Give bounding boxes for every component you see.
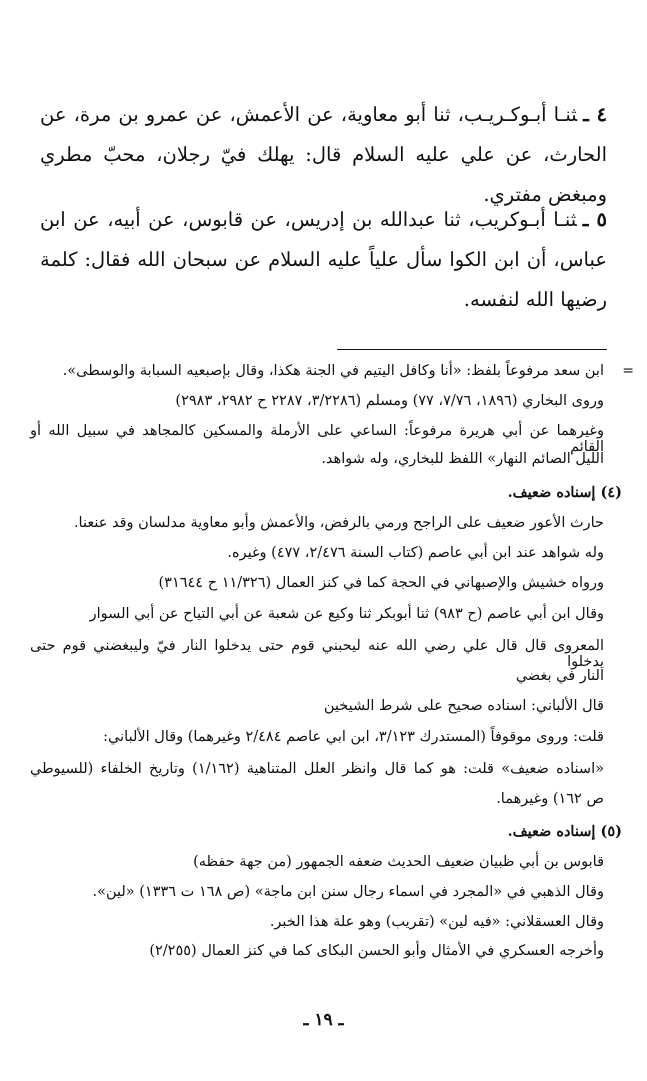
hadith-number: ٤ ـ (583, 103, 607, 126)
footnote-line: وقال ابن أبي عاصم (ح ٩٨٣) ثنا أبوبكر ثنا وكيع عن شعبة عن أبي التياح عن أبي السوار (89, 606, 604, 622)
footnote-line: قال الألباني: اسناده صحيح على شرط الشيخين (323, 698, 604, 714)
footnote-line: وروى البخاري (١٨٩٦، ٧/٧٦، ٧٧) ومسلم (٣/٢٢٨٦، ٢٢٨٧ ح ٢٩٨٢، ٢٩٨٣) (175, 393, 604, 409)
footnote-line: وقال الذهبي في «المجرد في اسماء رجال سنن ابن ماجة» (ص ١٦٨ ت ١٣٣٦) «لين». (92, 884, 604, 900)
footnote-heading-5: (٥) إسناده ضعيف. (507, 823, 622, 840)
footnote-line: وأخرجه العسكري في الأمثال وأبو الحسن البكاى كما في كنز العمال (٢/٢٥٥) (149, 943, 604, 959)
footnote-heading-4: (٤) إسناده ضعيف. (507, 484, 622, 501)
footnote-line: ص ١٦٢) وغيرهما. (496, 791, 604, 807)
hadith-5 (40, 200, 607, 320)
footnote-line: المعروى قال قال علي رضي الله عنه ليحبني قوم حتى يدخلوا النار فيّ وليبغضني قوم حتى يدخلوا (30, 638, 604, 670)
footnote-line: وله شواهد عند ابن أبي عاصم (كتاب السنة ٢/٤٧٦، ٤٧٧) وغيره. (227, 545, 604, 561)
hadith-text: ثنـا أبـوكـريـب، ثنا أبو معاوية، عن الأعمش، عن عمرو بن مرة، عن الحارث، عن علي عليه السلام قال: يهلك فيّ رجلان، محبّ مطري ومبغض مفتري. (40, 103, 607, 206)
footnote-line: وغيرهما عن أبي هريرة مرفوعاً: الساعي على الأرملة والمسكين كالمجاهد في سبيل الله أو القائم (30, 423, 604, 455)
footnote-line: قابوس بن أبي ظبيان ضعيف الحديث ضعفه الجمهور (من جهة حفظه) (193, 854, 604, 870)
hadith-4 (40, 95, 607, 215)
footnote-line: «اسناده ضعيف» قلت: هو كما قال وانظر العلل المتناهية (١/١٦٢) وتاريخ الخلفاء (للسيوطي (30, 761, 604, 777)
footnote-line: الليل الصائم النهار» اللفظ للبخاري، وله شواهد. (321, 451, 604, 467)
hadith-number: ٥ ـ (582, 208, 607, 231)
footnote-line: ورواه خشيش والإصبهاني في الحجة كما في كنز العمال (١١/٣٢٦ ح ٣١٦٤٤) (158, 575, 604, 591)
footnote-line: النار في بغضي (515, 668, 604, 684)
footnote-line: قلت: وروى موقوفاً (المستدرك ٣/١٢٣، ابن ابي عاصم ٢/٤٨٤ وغيرهما) وقال الألباني: (103, 729, 604, 745)
footnote-line: ابن سعد مرفوعاً بلفظ: «أنا وكافل اليتيم في الجنة هكذا، وقال بإصبعيه السبابة والوسطى». (62, 363, 604, 379)
continuation-marker: = (622, 363, 634, 379)
hadith-text: ثنـا أبـوكريب، ثنا عبدالله بن إدريس، عن قابوس، عن أبيه، عن ابن عباس، أن ابن الكوا سأل علياً عليه السلام عن سبحان الله فقال: كلمة رضيها الله لنفسه. (40, 208, 607, 311)
footnote-line: وقال العسقلاني: «فيه لين» (تقريب) وهو علة هذا الخبر. (269, 914, 604, 930)
footnote-separator (337, 349, 607, 350)
page-number: ـ ١٩ ـ (303, 1010, 344, 1030)
footnote-line: حارث الأعور ضعيف على الراجح ورمي بالرفض، والأعمش وأبو معاوية مدلسان وقد عنعنا. (73, 515, 604, 531)
